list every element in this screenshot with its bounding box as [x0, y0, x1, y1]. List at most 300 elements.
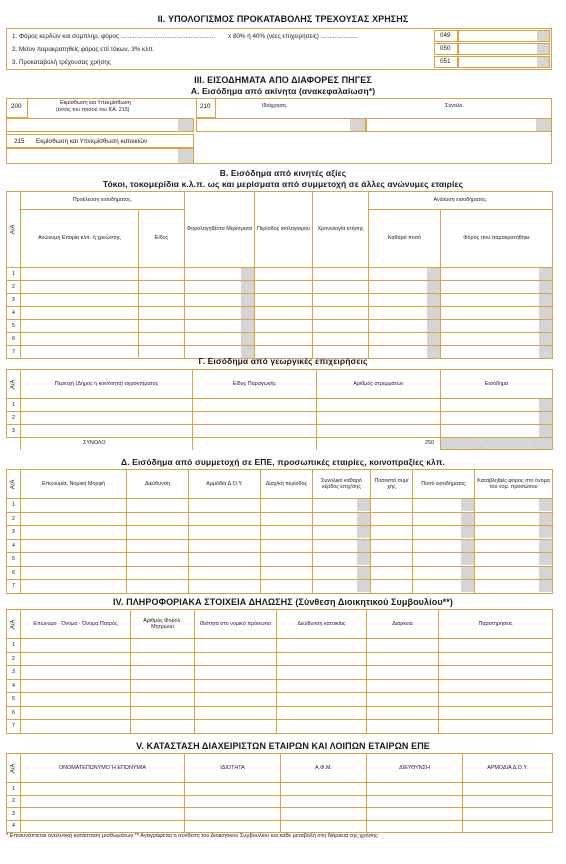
iv-header-role: Ιδιότητα στο νομικό πρόσωπο: [195, 610, 277, 639]
d-row-number: 1: [7, 499, 21, 513]
label-200b: (εκτός του ποσού του ΚΑ: 215): [56, 107, 130, 113]
section-iii-d-title: Δ. Εισόδημα από συμμετοχή σε ΕΠΕ, προσωπικές εταιρίες, κοινοπραξίες κλπ.: [121, 457, 445, 467]
b-cents-hatch: [539, 294, 552, 306]
c-cell[interactable]: [441, 412, 553, 425]
table-c: [6, 369, 553, 450]
d-cell[interactable]: [21, 526, 127, 540]
d-cell[interactable]: [261, 580, 313, 594]
b-cell[interactable]: [255, 307, 313, 320]
b-cell[interactable]: [21, 333, 139, 346]
d-cell[interactable]: [413, 499, 475, 513]
d-cents-hatch: [461, 513, 474, 525]
iv-cell[interactable]: [21, 706, 131, 720]
v-header-doy: ΑΡΜΟΔΙΑ Δ.Ο.Υ.: [463, 754, 553, 783]
iv-row: [7, 679, 553, 693]
d-cell[interactable]: [475, 566, 553, 580]
d-cents-hatch: [539, 553, 552, 565]
iv-cell[interactable]: [367, 706, 439, 720]
label-210: Ιδιόχρηση.: [262, 103, 288, 109]
section-iii-c-title: Γ. Εισόδημα από γεωργικές επιχειρήσεις: [198, 356, 368, 366]
iv-cell[interactable]: [131, 706, 195, 720]
b-cell[interactable]: [139, 268, 185, 281]
d-cell[interactable]: [261, 566, 313, 580]
v-row: [7, 783, 553, 796]
label-200: Εκμίσθωση και Υπεκμίσθωση: [60, 100, 131, 106]
v-header-aa: Α/Α: [7, 754, 21, 783]
b-header-net: Καθαρό ποσό: [369, 210, 441, 268]
amount-field-total[interactable]: [366, 118, 552, 132]
b-cell[interactable]: [313, 268, 369, 281]
b-cell[interactable]: [21, 320, 139, 333]
v-cell[interactable]: [21, 795, 185, 808]
b-cents-hatch: [427, 268, 440, 280]
v-header-role: ΙΔΙΟΤΗΤΑ: [185, 754, 281, 783]
iv-row-number: 1: [7, 639, 21, 653]
iv-cell[interactable]: [439, 639, 553, 653]
table-b: [6, 191, 553, 359]
iv-cell[interactable]: [367, 679, 439, 693]
iv-cell[interactable]: [367, 639, 439, 653]
c-total-code: 250: [317, 438, 441, 450]
d-row: [7, 526, 553, 540]
c-cents-hatch: [539, 399, 552, 411]
b-cell[interactable]: [313, 333, 369, 346]
iv-cell[interactable]: [439, 679, 553, 693]
iv-cell[interactable]: [439, 693, 553, 707]
iv-row: [7, 693, 553, 707]
c-cell[interactable]: [317, 412, 441, 425]
d-cell[interactable]: [127, 539, 189, 553]
d-cell[interactable]: [189, 580, 261, 594]
d-row-number: 4: [7, 539, 21, 553]
v-cell[interactable]: [463, 783, 553, 796]
b-cell[interactable]: [255, 268, 313, 281]
b-cell[interactable]: [369, 268, 441, 281]
section-iii-b-subtitle: Τόκοι, τοκομερίδια κ.λ.π. ως και μερίσματα από συμμετοχή σε άλλες ανώνυμες εταιρίες: [102, 179, 464, 189]
b-cell[interactable]: [255, 281, 313, 294]
b-cents-hatch: [539, 333, 552, 345]
b-header-aa: Α/Α: [7, 192, 21, 268]
d-row-number: 3: [7, 526, 21, 540]
iv-cell[interactable]: [195, 679, 277, 693]
b-header-taxed: Φορολογηθέντα Μερίσματα: [185, 192, 255, 268]
d-cell[interactable]: [261, 539, 313, 553]
d-cell[interactable]: [371, 580, 413, 594]
b-cell[interactable]: [185, 281, 255, 294]
code-049: 049: [440, 32, 451, 39]
d-cell[interactable]: [413, 566, 475, 580]
iv-header-afm: Αριθμός Φορολ. Μητρώου: [131, 610, 195, 639]
d-header-amount: Ποσό εισοδήματος: [413, 470, 475, 499]
c-cell[interactable]: [441, 425, 553, 438]
d-cents-hatch: [357, 526, 370, 538]
d-cell[interactable]: [371, 512, 413, 526]
c-row: [7, 425, 553, 438]
d-cents-hatch: [539, 540, 552, 552]
iv-cell[interactable]: [277, 652, 367, 666]
b-cents-hatch: [241, 320, 254, 332]
c-row-number: 2: [7, 412, 21, 425]
c-cell[interactable]: [317, 399, 441, 412]
iv-cell[interactable]: [131, 693, 195, 707]
b-cell[interactable]: [441, 268, 553, 281]
v-header-afm: Α.Φ.Μ.: [281, 754, 367, 783]
b-row: [7, 281, 553, 294]
b-row: [7, 333, 553, 346]
table-iv-body: [7, 639, 553, 734]
b-row-number: 1: [7, 268, 21, 281]
iv-cell[interactable]: [439, 666, 553, 680]
b-cell[interactable]: [441, 320, 553, 333]
d-cell[interactable]: [261, 499, 313, 513]
b-cell[interactable]: [313, 281, 369, 294]
d-row-number: 2: [7, 512, 21, 526]
v-cell[interactable]: [281, 820, 367, 833]
iv-cell[interactable]: [195, 666, 277, 680]
d-cell[interactable]: [127, 499, 189, 513]
b-header-company: Ανώνυμη Εταιρία κλπ. ή χρεώστης: [21, 210, 139, 268]
d-cell[interactable]: [261, 526, 313, 540]
v-row: [7, 795, 553, 808]
b-cents-hatch: [427, 307, 440, 319]
d-cell[interactable]: [313, 580, 371, 594]
v-cell[interactable]: [367, 820, 463, 833]
v-cell[interactable]: [185, 808, 281, 821]
d-cell[interactable]: [189, 512, 261, 526]
d-cell[interactable]: [475, 553, 553, 567]
iv-cell[interactable]: [195, 706, 277, 720]
section-iii-b-title: Β. Εισόδημα από κινητές αξίες: [219, 168, 347, 178]
code-050: 050: [440, 45, 451, 52]
iv-header-aa: Α/Α: [7, 610, 21, 639]
c-total-label: ΣΥΝΟΛΟ: [21, 438, 193, 450]
c-cents-hatch: [539, 412, 552, 424]
d-cell[interactable]: [21, 499, 127, 513]
iv-cell[interactable]: [195, 639, 277, 653]
iv-cell[interactable]: [131, 720, 195, 734]
v-cell[interactable]: [463, 808, 553, 821]
iv-row: [7, 706, 553, 720]
iv-row: [7, 639, 553, 653]
code-210: 210: [200, 103, 211, 110]
table-iv: [6, 609, 553, 734]
d-cell[interactable]: [371, 499, 413, 513]
d-cents-hatch: [357, 499, 370, 511]
b-cell[interactable]: [139, 320, 185, 333]
d-cents-hatch: [539, 526, 552, 538]
d-cell[interactable]: [371, 553, 413, 567]
iv-row-number: 2: [7, 652, 21, 666]
d-cell[interactable]: [127, 580, 189, 594]
d-cell[interactable]: [475, 512, 553, 526]
c-cell[interactable]: [193, 399, 317, 412]
row-051-label: 3. Προκαταβολή τρέχουσας χρήσης: [12, 59, 111, 66]
b-cell[interactable]: [441, 294, 553, 307]
v-cell[interactable]: [185, 783, 281, 796]
d-cell[interactable]: [413, 553, 475, 567]
amount-field-210[interactable]: [196, 118, 366, 132]
d-row: [7, 539, 553, 553]
d-cell[interactable]: [127, 553, 189, 567]
v-row-number: 1: [7, 783, 21, 796]
d-header-doy: Αρμόδια Δ.Ο.Υ.: [189, 470, 261, 499]
v-cell[interactable]: [463, 820, 553, 833]
table-v-body: [7, 783, 553, 833]
c-row-number: 1: [7, 399, 21, 412]
v-row: [7, 820, 553, 833]
v-cell[interactable]: [185, 795, 281, 808]
d-row-number: 5: [7, 553, 21, 567]
d-cell[interactable]: [475, 526, 553, 540]
b-cell[interactable]: [185, 268, 255, 281]
row-049-label: 1. Φόρος κερδών και συμπληρ. φόρος ......................................................: [12, 33, 216, 40]
footnote: * Επισυνάπτεται αναλυτική κατάσταση μισθωμάτων ** Αναγράφεται η σύνθεση του Διοικητικού Συμβουλίου και κάθε μεταβολή στη διάρκεια της χρήσης: [6, 833, 378, 839]
iv-cell[interactable]: [195, 693, 277, 707]
b-cell[interactable]: [369, 281, 441, 294]
v-header-address: ΔΙΕΥΘΥΝΣΗ: [367, 754, 463, 783]
table-b-body: [7, 268, 553, 359]
v-cell[interactable]: [281, 808, 367, 821]
d-cents-hatch: [539, 499, 552, 511]
d-cell[interactable]: [21, 539, 127, 553]
iv-cell[interactable]: [367, 720, 439, 734]
b-cents-hatch: [427, 281, 440, 293]
b-cell[interactable]: [139, 333, 185, 346]
iv-cell[interactable]: [439, 652, 553, 666]
b-cell[interactable]: [139, 281, 185, 294]
b-cell[interactable]: [21, 268, 139, 281]
iv-cell[interactable]: [367, 693, 439, 707]
b-cell[interactable]: [369, 320, 441, 333]
d-cell[interactable]: [475, 499, 553, 513]
b-cents-hatch: [427, 333, 440, 345]
v-cell[interactable]: [281, 783, 367, 796]
cents-hatch-051: [537, 57, 549, 67]
iv-cell[interactable]: [131, 679, 195, 693]
section-iv-title: IV. ΠΛΗΡΟΦΟΡΙΑΚΑ ΣΤΟΙΧΕΙΑ ΔΗΛΩΣΗΣ (Σύνθεση Διοικητικού Συμβουλίου**): [113, 597, 453, 607]
iv-cell[interactable]: [131, 652, 195, 666]
b-cell[interactable]: [313, 320, 369, 333]
c-cell[interactable]: [21, 425, 193, 438]
d-cell[interactable]: [313, 553, 371, 567]
v-cell[interactable]: [185, 820, 281, 833]
iv-cell[interactable]: [439, 706, 553, 720]
d-cents-hatch: [461, 553, 474, 565]
v-cell[interactable]: [21, 820, 185, 833]
iv-cell[interactable]: [367, 652, 439, 666]
iv-cell[interactable]: [277, 706, 367, 720]
b-header-tax: Φόρος που παρακρατήθηκε: [441, 210, 553, 268]
iv-cell[interactable]: [195, 652, 277, 666]
v-cell[interactable]: [21, 808, 185, 821]
v-cell[interactable]: [281, 795, 367, 808]
cents-hatch-050: [537, 44, 549, 54]
b-row-number: 2: [7, 281, 21, 294]
b-cell[interactable]: [185, 320, 255, 333]
b-row-number: 4: [7, 307, 21, 320]
amount-field-200[interactable]: [6, 118, 194, 132]
cents-hatch-200: [178, 119, 193, 131]
b-row: [7, 307, 553, 320]
b-cell[interactable]: [441, 281, 553, 294]
d-cell[interactable]: [413, 580, 475, 594]
d-row: [7, 512, 553, 526]
c-cell[interactable]: [193, 425, 317, 438]
iv-cell[interactable]: [195, 720, 277, 734]
b-cell[interactable]: [21, 294, 139, 307]
iv-cell[interactable]: [21, 679, 131, 693]
d-cell[interactable]: [371, 526, 413, 540]
iv-cell[interactable]: [21, 666, 131, 680]
d-cell[interactable]: [475, 539, 553, 553]
d-cell[interactable]: [261, 512, 313, 526]
c-header-acres: Αριθμός στρεμμάτων: [317, 370, 441, 399]
b-cell[interactable]: [255, 294, 313, 307]
d-cell[interactable]: [413, 512, 475, 526]
d-cell[interactable]: [313, 539, 371, 553]
c-header-aa: Α/Α: [7, 370, 21, 399]
d-cell[interactable]: [313, 499, 371, 513]
v-cell[interactable]: [367, 783, 463, 796]
code-051: 051: [440, 58, 451, 65]
iv-cell[interactable]: [131, 639, 195, 653]
d-cents-hatch: [357, 513, 370, 525]
d-cell[interactable]: [413, 539, 475, 553]
d-cell[interactable]: [371, 566, 413, 580]
iv-header-address: Διεύθυνση κατοικίας: [277, 610, 367, 639]
table-d: [6, 469, 553, 594]
iv-cell[interactable]: [277, 720, 367, 734]
d-cell[interactable]: [313, 512, 371, 526]
d-cell[interactable]: [475, 580, 553, 594]
b-cell[interactable]: [369, 333, 441, 346]
d-cell[interactable]: [313, 566, 371, 580]
c-cell[interactable]: [317, 425, 441, 438]
c-total-blank-1: [193, 438, 317, 450]
b-cents-hatch: [241, 333, 254, 345]
b-row: [7, 268, 553, 281]
v-cell[interactable]: [21, 783, 185, 796]
d-cents-hatch: [461, 540, 474, 552]
c-cell[interactable]: [21, 399, 193, 412]
d-cell[interactable]: [127, 526, 189, 540]
iv-cell[interactable]: [277, 639, 367, 653]
b-cell[interactable]: [185, 294, 255, 307]
d-cell[interactable]: [21, 580, 127, 594]
d-cents-hatch: [357, 553, 370, 565]
code-215: 215: [14, 138, 25, 145]
d-cell[interactable]: [189, 553, 261, 567]
v-cell[interactable]: [367, 795, 463, 808]
b-row: [7, 320, 553, 333]
iv-cell[interactable]: [277, 693, 367, 707]
d-cell[interactable]: [127, 512, 189, 526]
iv-cell[interactable]: [277, 666, 367, 680]
b-cents-hatch: [427, 320, 440, 332]
c-total-amount[interactable]: [441, 438, 553, 450]
d-cell[interactable]: [21, 553, 127, 567]
iv-row-number: 5: [7, 693, 21, 707]
table-c-body: [7, 399, 553, 438]
amount-field-215[interactable]: [6, 148, 194, 164]
d-cents-hatch: [539, 567, 552, 579]
d-cell[interactable]: [413, 526, 475, 540]
b-cell[interactable]: [255, 320, 313, 333]
iv-cell[interactable]: [367, 666, 439, 680]
iv-cell[interactable]: [439, 720, 553, 734]
d-cell[interactable]: [21, 566, 127, 580]
b-cell[interactable]: [441, 333, 553, 346]
c-total-spacer: [7, 438, 21, 450]
iv-cell[interactable]: [131, 666, 195, 680]
section-iii-title: III. ΕΙΣΟΔΗΜΑΤΑ ΑΠΟ ΔΙΑΦΟΡΕΣ ΠΗΓΕΣ: [194, 75, 372, 85]
c-cell[interactable]: [21, 412, 193, 425]
b-cell[interactable]: [139, 294, 185, 307]
c-cell[interactable]: [193, 412, 317, 425]
d-cell[interactable]: [189, 499, 261, 513]
b-header-kind: Είδος: [139, 210, 185, 268]
iv-cell[interactable]: [21, 720, 131, 734]
d-cell[interactable]: [371, 539, 413, 553]
c-header-area: Περιοχή (Δήμος ή κοινότητα) αγροκτήματος: [21, 370, 193, 399]
d-cell[interactable]: [189, 526, 261, 540]
d-cell[interactable]: [189, 539, 261, 553]
b-row-number: 6: [7, 333, 21, 346]
b-cell[interactable]: [313, 294, 369, 307]
iv-cell[interactable]: [21, 652, 131, 666]
b-cell[interactable]: [255, 333, 313, 346]
d-cents-hatch: [461, 580, 474, 592]
b-cell[interactable]: [21, 281, 139, 294]
b-cell[interactable]: [185, 333, 255, 346]
row-050-label: 2. Μείον παρακρατηθείς φόρος επί τόκων, 3% κλπ.: [12, 46, 155, 53]
b-header-period: Περίοδος ισολογισμού: [255, 192, 313, 268]
b-header-year: Χρονολογία κτήσης: [313, 192, 369, 268]
b-row-number: 5: [7, 320, 21, 333]
d-cell[interactable]: [127, 566, 189, 580]
d-cell[interactable]: [313, 526, 371, 540]
code-200: 200: [11, 103, 22, 110]
iv-cell[interactable]: [21, 639, 131, 653]
iv-cell[interactable]: [21, 693, 131, 707]
b-cell[interactable]: [139, 307, 185, 320]
b-cell[interactable]: [21, 307, 139, 320]
d-header-aa: Α/Α: [7, 470, 21, 499]
b-cell[interactable]: [185, 307, 255, 320]
d-header-paid: Καταβληθείς φόρος στο όνομα του νομ. προσώπου: [475, 470, 553, 499]
b-cell[interactable]: [369, 307, 441, 320]
d-cell[interactable]: [21, 512, 127, 526]
v-row-number: 3: [7, 808, 21, 821]
cents-hatch-210: [350, 119, 365, 131]
b-cell[interactable]: [369, 294, 441, 307]
b-header-origin: Προέλευση εισοδήματος.: [21, 192, 185, 210]
cents-hatch-total: [536, 119, 551, 131]
c-cell[interactable]: [441, 399, 553, 412]
d-cell[interactable]: [189, 566, 261, 580]
v-cell[interactable]: [367, 808, 463, 821]
b-cell[interactable]: [441, 307, 553, 320]
b-cell[interactable]: [313, 307, 369, 320]
d-cents-hatch: [357, 540, 370, 552]
v-cell[interactable]: [463, 795, 553, 808]
d-row-number: 6: [7, 566, 21, 580]
iv-row: [7, 720, 553, 734]
b-cents-hatch: [241, 281, 254, 293]
d-cell[interactable]: [261, 553, 313, 567]
c-row-number: 3: [7, 425, 21, 438]
iv-cell[interactable]: [277, 679, 367, 693]
